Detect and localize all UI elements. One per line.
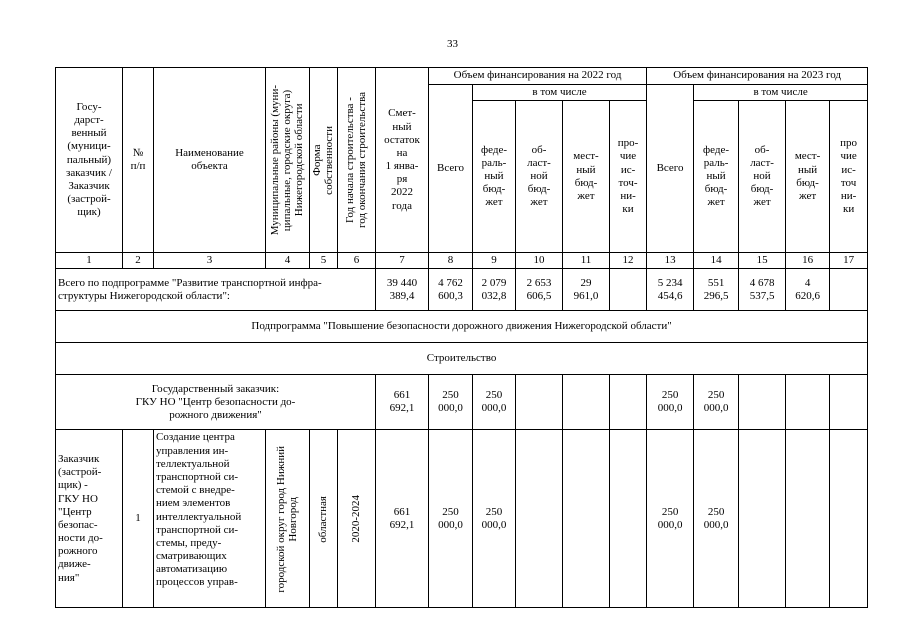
customer-value: 250 000,0 bbox=[473, 375, 516, 430]
object-value bbox=[739, 430, 786, 608]
object-value: 250 000,0 bbox=[694, 430, 739, 608]
header-incl-2023: в том числе bbox=[694, 85, 868, 101]
object-value bbox=[786, 430, 830, 608]
object-row bbox=[56, 430, 868, 608]
object-value: 250 000,0 bbox=[647, 430, 694, 608]
header-other-2023: про чие ис- точ ни- ки bbox=[830, 101, 868, 253]
header-local-2023: мест- ный бюд- жет bbox=[786, 101, 830, 253]
header-fin-2022: Объем финансирования на 2022 год bbox=[429, 68, 647, 85]
header-estimate-balance: Смет- ный остаток на 1 янва- ря 2022 года bbox=[376, 68, 429, 253]
total-value bbox=[830, 269, 868, 311]
column-number: 1 bbox=[56, 253, 123, 269]
column-number: 14 bbox=[694, 253, 739, 269]
customer-value: 250 000,0 bbox=[647, 375, 694, 430]
header-total-2023: Всего bbox=[647, 85, 694, 253]
total-value bbox=[610, 269, 647, 311]
object-value: 250 000,0 bbox=[473, 430, 516, 608]
header-incl-2022: в том числе bbox=[473, 85, 647, 101]
customer-value: 250 000,0 bbox=[694, 375, 739, 430]
column-number: 6 bbox=[338, 253, 376, 269]
total-label: Всего по подпрограмме "Развитие транспортной инфра- структуры Нижегородской области": bbox=[56, 269, 376, 311]
column-number: 5 bbox=[310, 253, 338, 269]
object-value bbox=[563, 430, 610, 608]
header-object-name: Наименование объекта bbox=[154, 68, 266, 253]
column-number: 12 bbox=[610, 253, 647, 269]
header-oblast-2022: об- ласт- ной бюд- жет bbox=[516, 101, 563, 253]
object-years: 2020-2024 bbox=[338, 430, 376, 608]
object-value: 250 000,0 bbox=[429, 430, 473, 608]
customer-value bbox=[786, 375, 830, 430]
page-number: 33 bbox=[447, 38, 458, 50]
customer-row bbox=[56, 375, 868, 430]
customer-value bbox=[610, 375, 647, 430]
customer-label: Государственный заказчик: ГКУ НО "Центр безопасности до- рожного движения" bbox=[56, 375, 376, 430]
column-number: 4 bbox=[266, 253, 310, 269]
column-number: 16 bbox=[786, 253, 830, 269]
column-number-row bbox=[56, 253, 868, 269]
total-value: 5 234 454,6 bbox=[647, 269, 694, 311]
header-total-2022: Всего bbox=[429, 85, 473, 253]
object-number: 1 bbox=[123, 430, 154, 608]
column-number: 17 bbox=[830, 253, 868, 269]
column-number: 3 bbox=[154, 253, 266, 269]
subprogram-title: Подпрограмма "Повышение безопасности дорожного движения Нижегородской области" bbox=[56, 311, 868, 343]
column-number: 11 bbox=[563, 253, 610, 269]
header-number: № п/п bbox=[123, 68, 154, 253]
financing-table bbox=[55, 67, 868, 608]
customer-value bbox=[563, 375, 610, 430]
customer-value: 250 000,0 bbox=[429, 375, 473, 430]
total-value: 2 079 032,8 bbox=[473, 269, 516, 311]
header-fin-2023: Объем финансирования на 2023 год bbox=[647, 68, 868, 85]
total-value: 4 678 537,5 bbox=[739, 269, 786, 311]
total-value: 39 440 389,4 bbox=[376, 269, 429, 311]
object-value bbox=[516, 430, 563, 608]
object-value bbox=[830, 430, 868, 608]
header-oblast-2023: об- ласт- ной бюд- жет bbox=[739, 101, 786, 253]
object-value: 661 692,1 bbox=[376, 430, 429, 608]
section-title: Строительство bbox=[56, 343, 868, 375]
customer-value: 661 692,1 bbox=[376, 375, 429, 430]
header-customer: Госу- дарст- венный (муници- пальный) заказчик / Заказчик (застрой- щик) bbox=[56, 68, 123, 253]
object-name: Создание центра управления ин- теллектуальной транспортной си- стемой с внедре- нием элементов интеллектуальной транспортной си- стемы, преду- сматривающих автоматизацию процессов управ- bbox=[154, 430, 266, 608]
header-local-2022: мест- ный бюд- жет bbox=[563, 101, 610, 253]
object-customer: Заказчик (застрой- щик) - ГКУ НО "Центр безопас- ности до- рожного движе- ния" bbox=[56, 430, 123, 608]
column-number: 13 bbox=[647, 253, 694, 269]
column-number: 8 bbox=[429, 253, 473, 269]
header-years: Год начала строительства - год окончания строительства bbox=[338, 68, 376, 253]
column-number: 7 bbox=[376, 253, 429, 269]
column-number: 9 bbox=[473, 253, 516, 269]
header-ownership: Форма собственности bbox=[310, 68, 338, 253]
total-row bbox=[56, 269, 868, 311]
column-number: 10 bbox=[516, 253, 563, 269]
header-federal-2023: феде- раль- ный бюд- жет bbox=[694, 101, 739, 253]
total-value: 551 296,5 bbox=[694, 269, 739, 311]
customer-value bbox=[830, 375, 868, 430]
total-value: 29 961,0 bbox=[563, 269, 610, 311]
header-districts: Муниципальные районы (муни- ципальные, городские округа) Нижегородской области bbox=[266, 68, 310, 253]
header-federal-2022: феде- раль- ный бюд- жет bbox=[473, 101, 516, 253]
object-value bbox=[610, 430, 647, 608]
customer-value bbox=[516, 375, 563, 430]
total-value: 2 653 606,5 bbox=[516, 269, 563, 311]
column-number: 2 bbox=[123, 253, 154, 269]
total-value: 4 762 600,3 bbox=[429, 269, 473, 311]
column-number: 15 bbox=[739, 253, 786, 269]
object-district: городской округ город Нижний Новгород bbox=[266, 430, 310, 608]
customer-value bbox=[739, 375, 786, 430]
object-ownership: областная bbox=[310, 430, 338, 608]
total-value: 4 620,6 bbox=[786, 269, 830, 311]
header-other-2022: про- чие ис- точ- ни- ки bbox=[610, 101, 647, 253]
